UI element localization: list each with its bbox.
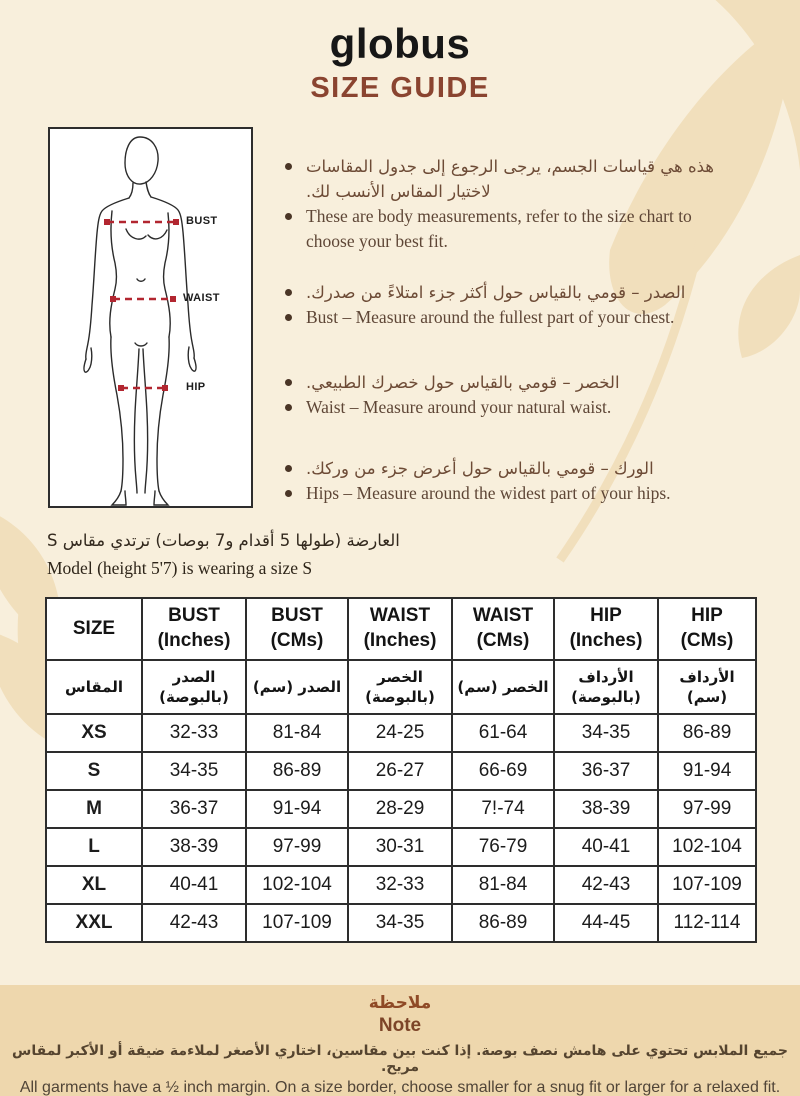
list-item <box>283 481 731 506</box>
bullet-dot <box>285 163 292 170</box>
table-cell: 86-89 <box>452 904 554 942</box>
table-row <box>46 866 756 904</box>
table-cell: 32-33 <box>142 714 246 752</box>
column-header-ar: الأرداف (سم) <box>658 660 756 714</box>
list-item <box>283 280 731 305</box>
size-label-cell: M <box>46 790 142 828</box>
instructions-list <box>283 154 731 506</box>
table-cell: 81-84 <box>452 866 554 904</box>
table-cell: 76-79 <box>452 828 554 866</box>
instruction-text-ar: الورك – قومي بالقياس حول أعرض جزء من وركك. <box>306 459 654 478</box>
bullet-dot <box>285 465 292 472</box>
column-header: WAIST (Inches) <box>348 598 452 660</box>
table-cell: 86-89 <box>246 752 348 790</box>
table-cell: 30-31 <box>348 828 452 866</box>
note-heading-en: Note <box>378 1015 422 1036</box>
column-header: SIZE <box>46 598 142 660</box>
instruction-text-ar: الصدر – قومي بالقياس حول أكثر جزء امتلاءً من صدرك. <box>306 283 686 302</box>
brand-logo: globus <box>329 20 471 67</box>
note-section <box>0 985 800 1096</box>
table-cell: 97-99 <box>658 790 756 828</box>
instruction-group-waist <box>283 370 731 420</box>
table-cell: 38-39 <box>554 790 658 828</box>
bullet-dot <box>285 490 292 497</box>
table-cell: 97-99 <box>246 828 348 866</box>
table-cell: 42-43 <box>142 904 246 942</box>
instruction-text-en: Waist – Measure around your natural waist. <box>306 397 612 417</box>
column-header: HIP (CMs) <box>658 598 756 660</box>
model-note-en: Model (height 5'7) is wearing a size S <box>47 558 313 578</box>
instruction-text-en: Hips – Measure around the widest part of your hips. <box>306 483 671 503</box>
table-cell: 24-25 <box>348 714 452 752</box>
list-item <box>283 204 731 254</box>
table-row <box>46 714 756 752</box>
instruction-group-intro <box>283 154 731 254</box>
table-cell: 102-104 <box>658 828 756 866</box>
table-row <box>46 904 756 942</box>
bullet-dot <box>285 289 292 296</box>
instruction-text-ar: الخصر – قومي بالقياس حول خصرك الطبيعي. <box>306 373 620 392</box>
instruction-text-en: These are body measurements, refer to the size chart to choose your best fit. <box>306 206 692 251</box>
table-cell: 81-84 <box>246 714 348 752</box>
bullet-dot <box>285 213 292 220</box>
table-cell: 36-37 <box>554 752 658 790</box>
model-note-ar: العارضة (طولها 5 أقدام و7 بوصات) ترتدي مقاس S <box>47 531 400 550</box>
table-row <box>46 828 756 866</box>
size-label-cell: L <box>46 828 142 866</box>
column-header-ar: المقاس <box>46 660 142 714</box>
table-cell: 44-45 <box>554 904 658 942</box>
size-label-cell: S <box>46 752 142 790</box>
column-header-ar: الخصر (بالبوصة) <box>348 660 452 714</box>
table-row <box>46 752 756 790</box>
table-row <box>46 790 756 828</box>
table-cell: 107-109 <box>246 904 348 942</box>
size-chart-table <box>45 597 757 943</box>
list-item <box>283 395 731 420</box>
size-label-cell: XS <box>46 714 142 752</box>
note-body-ar: جميع الملابس تحتوي على هامش نصف بوصة. إذا كنت بين مقاسين، اختاري الأصغر لملاءمة ضيقة أو الأكبر لمقاس مريح. <box>12 1043 788 1075</box>
table-cell: 91-94 <box>246 790 348 828</box>
note-heading-ar: ملاحظة <box>368 993 432 1013</box>
model-size-note <box>47 527 477 581</box>
table-header-row-en <box>46 598 756 660</box>
column-header-ar: الأرداف (بالبوصة) <box>554 660 658 714</box>
table-header-row-ar <box>46 660 756 714</box>
table-cell: 40-41 <box>554 828 658 866</box>
bullet-dot <box>285 404 292 411</box>
bullet-dot <box>285 314 292 321</box>
table-cell: 7!-74 <box>452 790 554 828</box>
instruction-text-ar: هذه هي قياسات الجسم، يرجى الرجوع إلى جدول المقاسات لاختيار المقاس الأنسب لك. <box>306 157 715 201</box>
size-label-cell: XL <box>46 866 142 904</box>
table-cell: 112-114 <box>658 904 756 942</box>
body-figure-illustration <box>50 129 251 506</box>
list-item <box>283 456 731 481</box>
table-cell: 102-104 <box>246 866 348 904</box>
column-header-ar: الخصر (سم) <box>452 660 554 714</box>
table-cell: 107-109 <box>658 866 756 904</box>
column-header: WAIST (CMs) <box>452 598 554 660</box>
table-cell: 34-35 <box>348 904 452 942</box>
table-cell: 42-43 <box>554 866 658 904</box>
waist-label: WAIST <box>183 292 220 304</box>
table-cell: 34-35 <box>554 714 658 752</box>
table-cell: 34-35 <box>142 752 246 790</box>
hip-label: HIP <box>186 381 206 393</box>
column-header: HIP (Inches) <box>554 598 658 660</box>
table-cell: 28-29 <box>348 790 452 828</box>
table-cell: 40-41 <box>142 866 246 904</box>
table-cell: 36-37 <box>142 790 246 828</box>
instruction-text-en: Bust – Measure around the fullest part of your chest. <box>306 307 675 327</box>
table-cell: 26-27 <box>348 752 452 790</box>
table-cell: 38-39 <box>142 828 246 866</box>
instruction-group-bust <box>283 280 731 330</box>
column-header-ar: الصدر (سم) <box>246 660 348 714</box>
table-cell: 66-69 <box>452 752 554 790</box>
list-item <box>283 370 731 395</box>
body-measurement-figure-panel <box>48 127 253 508</box>
table-cell: 61-64 <box>452 714 554 752</box>
table-cell: 32-33 <box>348 866 452 904</box>
column-header-ar: الصدر (بالبوصة) <box>142 660 246 714</box>
table-cell: 91-94 <box>658 752 756 790</box>
bullet-dot <box>285 379 292 386</box>
column-header: BUST (CMs) <box>246 598 348 660</box>
table-cell: 86-89 <box>658 714 756 752</box>
bust-label: BUST <box>186 215 218 227</box>
instruction-group-hip <box>283 456 731 506</box>
column-header: BUST (Inches) <box>142 598 246 660</box>
size-label-cell: XXL <box>46 904 142 942</box>
list-item <box>283 154 731 204</box>
list-item <box>283 305 731 330</box>
note-body-en: All garments have a ½ inch margin. On a size border, choose smaller for a snug fit or larger for a relaxed fit. <box>19 1079 781 1096</box>
page-title: SIZE GUIDE <box>310 72 490 104</box>
